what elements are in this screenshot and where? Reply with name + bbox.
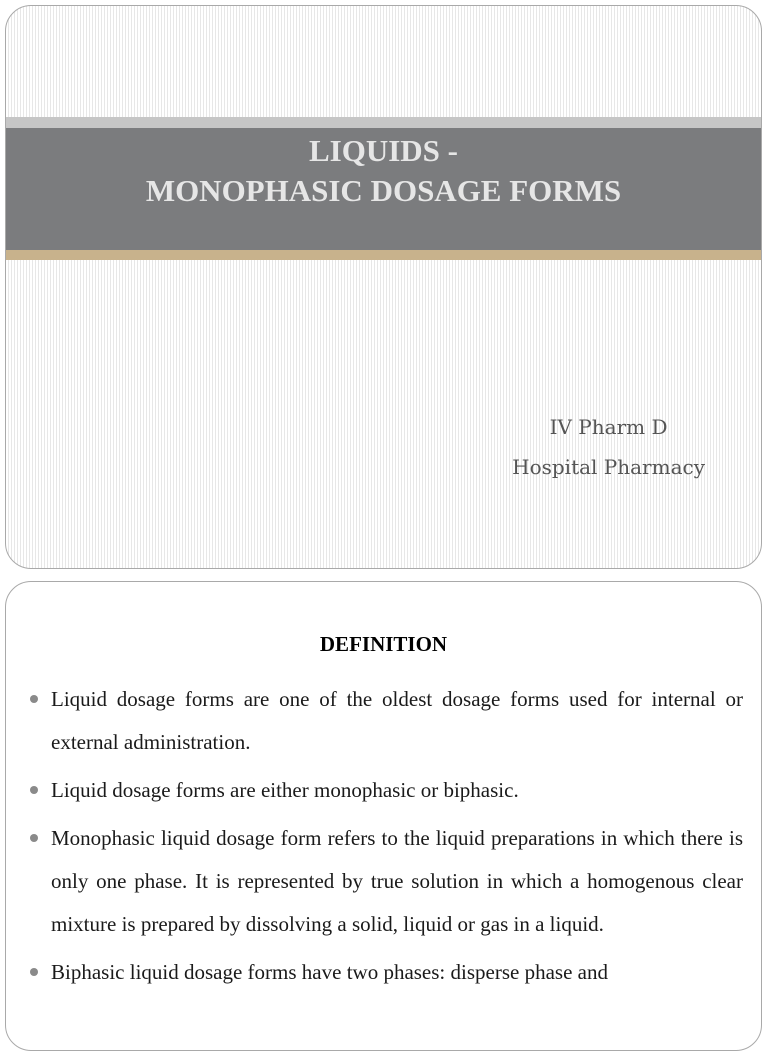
definition-slide	[5, 581, 762, 1051]
slide-heading: DEFINITION	[319, 632, 448, 656]
bullet-item	[6, 769, 762, 812]
bullet-text: Monophasic liquid dosage form refers to the liquid preparations in which there is only one phase. It is represented by true solution in which a homogenous clear mixture is prepared by dissolving a solid, liquid or gas in a liquid.	[51, 826, 743, 936]
title-band-top-stripe	[6, 117, 761, 128]
bullet-dot-icon	[30, 786, 38, 794]
bullet-text: Liquid dosage forms are either monophasic or biphasic.	[51, 778, 519, 802]
bullet-item	[6, 817, 762, 946]
bullet-item	[6, 678, 762, 764]
bullet-item	[6, 951, 762, 994]
slide-title	[6, 131, 761, 211]
bullet-text: Biphasic liquid dosage forms have two phases: disperse phase and	[51, 960, 608, 984]
title-band-accent-stripe	[6, 250, 761, 260]
slide-title-line-2: MONOPHASIC DOSAGE FORMS	[145, 173, 622, 208]
subtitle-line-2: Hospital Pharmacy	[512, 455, 705, 479]
bullet-text: Liquid dosage forms are one of the oldest dosage forms used for internal or external administration.	[51, 687, 743, 754]
bullet-dot-icon	[30, 834, 38, 842]
bullet-dot-icon	[30, 695, 38, 703]
bullet-list	[6, 678, 762, 999]
slide-subtitle	[512, 407, 705, 487]
subtitle-line-1: IV Pharm D	[549, 415, 668, 439]
title-slide	[5, 5, 762, 569]
slide-title-line-1: LIQUIDS -	[308, 133, 458, 168]
bullet-dot-icon	[30, 968, 38, 976]
